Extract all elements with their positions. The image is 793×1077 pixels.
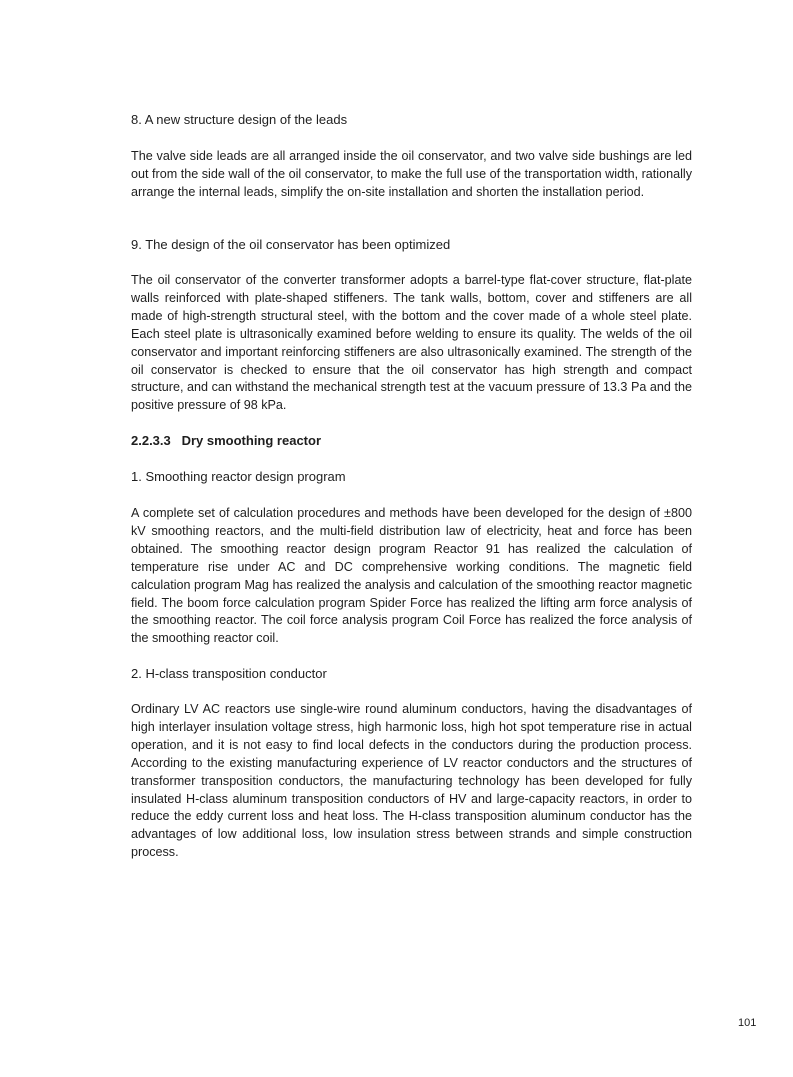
paragraph-leads-design: The valve side leads are all arranged inside the oil conservator, and two valve side bushings are led out from the side wall of the oil conservator, to make the full use of the transportation width, rationally arrange the internal leads, simplify the on-site installation and shorten the installation period. [131, 149, 692, 199]
section-heading-design-program: 1. Smoothing reactor design program [131, 469, 346, 484]
section-heading-transposition-conductor: 2. H-class transposition conductor [131, 666, 327, 681]
paragraph-design-program: A complete set of calculation procedures and methods have been developed for the design of ±800 kV smoothing reactors, and the multi-field distribution law of electricity, heat and force has been obtained. The smoothing reactor design program Reactor 91 has realized the calculation of temperature rise under AC and DC comprehensive working conditions. The magnetic field calculation program Mag has realized the analysis and calculation of the smoothing reactor magnetic field. The boom force calculation program Spider Force has realized the lifting arm force analysis of the smoothing reactor. The coil force analysis program Coil Force has realized the force analysis of the smoothing reactor coil. [131, 506, 692, 646]
paragraph-transposition-conductor: Ordinary LV AC reactors use single-wire round aluminum conductors, having the disadvantages of high interlayer insulation voltage stress, high harmonic loss, high hot spot temperature rise in actual operation, and it is not easy to find local defects in the conductors during the production process. According to the existing manufacturing experience of LV reactor conductors and the structures of transformer transposition conductors, the manufacturing technology has been developed for fully insulated H-class aluminum transposition conductors of HV and large-capacity reactors, in order to reduce the eddy current loss and heat loss. The H-class transposition aluminum conductor has the advantages of low additional loss, low insulation stress between strands and simple construction process. [131, 702, 692, 860]
paragraph-oil-conservator: The oil conservator of the converter transformer adopts a barrel-type flat-cover structure, flat-plate walls reinforced with plate-shaped stiffeners. The tank walls, bottom, cover and stiffeners are all made of high-strength structural steel, with the bottom and the cover made of a whole steel plate. Each steel plate is ultrasonically examined before welding to ensure its quality. The welds of the oil conservator and important reinforcing stiffeners are also ultrasonically examined. The strength of the oil conservator is checked to ensure that the oil conservator has high strength and compact structure, and can withstand the mechanical strength test at the vacuum pressure of 13.3 Pa and the positive pressure of 98 kPa. [131, 273, 692, 413]
subsection-heading-dry-smoothing-reactor: 2.2.3.3 Dry smoothing reactor [131, 433, 322, 448]
section-heading-leads-design: 8. A new structure design of the leads [131, 112, 348, 127]
section-heading-oil-conservator: 9. The design of the oil conservator has been optimized [131, 237, 451, 252]
page-number: 101 [738, 1017, 757, 1029]
